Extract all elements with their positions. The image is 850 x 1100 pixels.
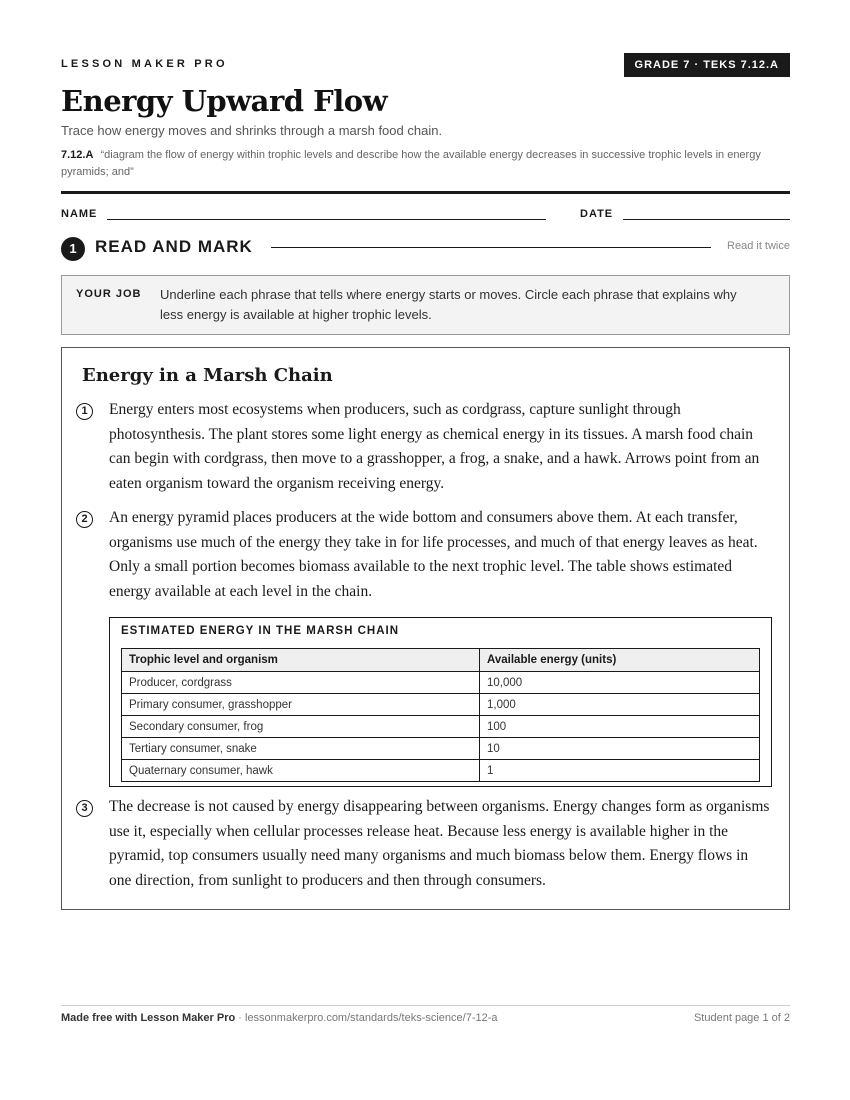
table-cell: Primary consumer, grasshopper	[122, 694, 480, 716]
passage-title: Energy in a Marsh Chain	[82, 365, 333, 386]
date-field[interactable]	[623, 219, 790, 220]
brand-name: LESSON MAKER PRO	[61, 58, 228, 70]
table-row	[122, 738, 760, 760]
page-title: Energy Upward Flow	[61, 84, 388, 118]
name-label: NAME	[61, 208, 98, 220]
paragraph-number-1: 1	[76, 403, 93, 420]
table-row	[122, 760, 760, 782]
footer-credit	[61, 1012, 498, 1024]
table-cell: 10,000	[480, 672, 760, 694]
section-number-badge: 1	[61, 237, 85, 261]
your-job-box	[61, 275, 790, 335]
section-divider	[271, 247, 711, 248]
page-indicator: Student page 1 of 2	[693, 1012, 790, 1024]
standard-code: 7.12.A	[61, 149, 94, 161]
footer-url[interactable]: lessonmakerpro.com/standards/teks-science/7-12-a	[245, 1012, 498, 1024]
standard-statement	[61, 147, 790, 181]
energy-table	[121, 648, 760, 782]
column-header: Trophic level and organism	[122, 649, 480, 672]
energy-table-box	[109, 617, 772, 787]
footer-separator: ·	[235, 1012, 245, 1024]
table-header-row	[122, 649, 760, 672]
name-field[interactable]	[107, 219, 546, 220]
table-row	[122, 694, 760, 716]
table-cell: Producer, cordgrass	[122, 672, 480, 694]
table-cell: 10	[480, 738, 760, 760]
page-subtitle: Trace how energy moves and shrinks through a marsh food chain.	[61, 123, 443, 138]
table-cell: Tertiary consumer, snake	[122, 738, 480, 760]
paragraph-number-3: 3	[76, 800, 93, 817]
grade-badge: GRADE 7 · TEKS 7.12.A	[624, 53, 790, 77]
table-row	[122, 672, 760, 694]
footer-brand: Made free with Lesson Maker Pro	[61, 1012, 236, 1024]
section-title: READ AND MARK	[95, 237, 253, 256]
energy-table-title: ESTIMATED ENERGY IN THE MARSH CHAIN	[121, 625, 400, 637]
date-label: DATE	[580, 208, 614, 220]
table-cell: 1,000	[480, 694, 760, 716]
paragraph-number-2: 2	[76, 511, 93, 528]
table-cell: Secondary consumer, frog	[122, 716, 480, 738]
your-job-label: YOUR JOB	[76, 288, 142, 300]
table-cell: 100	[480, 716, 760, 738]
reading-passage	[61, 347, 790, 910]
your-job-instructions: Underline each phrase that tells where energy starts or moves. Circle each phrase that explains why less energy is available at higher trophic levels.	[160, 287, 737, 322]
table-row	[122, 716, 760, 738]
table-cell: Quaternary consumer, hawk	[122, 760, 480, 782]
table-cell: 1	[480, 760, 760, 782]
paragraph-1: Energy enters most ecosystems when producers, such as cordgrass, capture sunlight through photosynthesis. The plant stores some light energy as chemical energy in its tissues. A marsh food chain can begin with cordgrass, then move to a grasshopper, a frog, a snake, and a hawk. Arrows point from an eaten organism toward the organism receiving energy.	[109, 401, 760, 492]
paragraph-2: An energy pyramid places producers at the wide bottom and consumers above them. At each transfer, organisms use much of the energy they take in for life processes, and much of that energy leaves as heat. Only a small portion becomes biomass available to the next trophic level. The table shows estimated energy available at each level in the chain.	[109, 509, 758, 600]
paragraph-3: The decrease is not caused by energy disappearing between organisms. Energy changes form as organisms use it, especially when cellular processes release heat. Because less energy is available higher in the pyramid, top consumers usually need many organisms and much biomass below them. Energy flows in one direction, from sunlight to producers and then through consumers.	[109, 798, 770, 889]
footer-divider	[61, 1005, 790, 1006]
section-note: Read it twice	[727, 240, 790, 252]
standard-text: “diagram the flow of energy within trophic levels and describe how the available energy decreases in successive trophic levels in energy pyramids; and”	[61, 149, 761, 178]
column-header: Available energy (units)	[480, 649, 760, 672]
header-divider	[61, 191, 790, 194]
